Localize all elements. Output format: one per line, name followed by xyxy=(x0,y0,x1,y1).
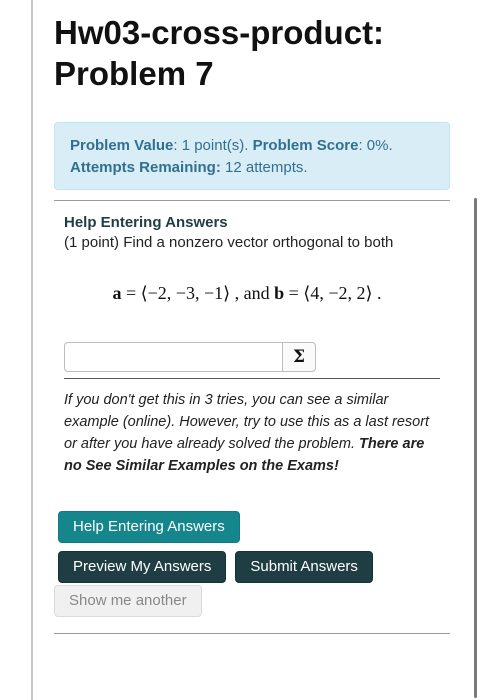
note-text: If you don't get this in 3 tries, you can see a similar example (online). However, try to use this as a last resort or after you have already solved the problem. xyxy=(64,392,430,452)
help-entering-answers-link[interactable]: Help Entering Answers xyxy=(64,214,228,231)
equation-editor-button[interactable] xyxy=(282,342,316,372)
answer-input[interactable] xyxy=(64,342,282,372)
page-title-line2: Problem 7 xyxy=(54,55,214,92)
problem-value-text: : 1 point(s). xyxy=(173,137,253,154)
button-row xyxy=(54,511,450,543)
similar-example-note xyxy=(64,389,440,477)
show-another-button[interactable]: Show me another xyxy=(54,585,202,617)
help-entering-answers-button[interactable]: Help Entering Answers xyxy=(58,511,240,543)
button-row xyxy=(54,551,450,583)
left-border xyxy=(31,0,33,700)
note-bold-text: There are no See Similar Examples on the Exams! xyxy=(64,436,425,474)
answer-row xyxy=(64,342,440,372)
scrollbar[interactable] xyxy=(474,198,477,698)
sigma-icon: Σ xyxy=(292,347,306,367)
attempts-label: Attempts Remaining: xyxy=(70,159,221,176)
problem-score-label: Problem Score xyxy=(252,137,359,154)
problem-body xyxy=(54,213,450,477)
problem-value-label: Problem Value xyxy=(70,137,174,154)
page-title-line1: Hw03-cross-product: xyxy=(54,14,385,51)
page-title xyxy=(54,0,450,94)
vector-b-symbol: b xyxy=(274,283,285,303)
button-group xyxy=(54,511,450,617)
attempts-text: 12 attempts. xyxy=(220,159,308,176)
problem-statement: (1 point) Find a nonzero vector orthogonal to both xyxy=(64,234,394,251)
problem-info-box xyxy=(54,122,450,190)
vector-equation xyxy=(64,283,440,304)
problem-score-text: : 0%. xyxy=(358,137,393,154)
divider xyxy=(64,378,440,379)
preview-answers-button[interactable]: Preview My Answers xyxy=(58,551,226,583)
divider xyxy=(54,200,450,201)
button-row xyxy=(54,585,450,617)
problem-value-line xyxy=(70,135,434,157)
vector-a-symbol: a xyxy=(112,283,122,303)
vector-b-expression: = ⟨4, −2, 2⟩ . xyxy=(284,283,382,303)
vector-a-expression: = ⟨−2, −3, −1⟩ , and xyxy=(121,283,275,303)
submit-answers-button[interactable]: Submit Answers xyxy=(235,551,373,583)
attempts-line xyxy=(70,157,434,179)
divider xyxy=(54,633,450,634)
main-content xyxy=(54,0,450,634)
